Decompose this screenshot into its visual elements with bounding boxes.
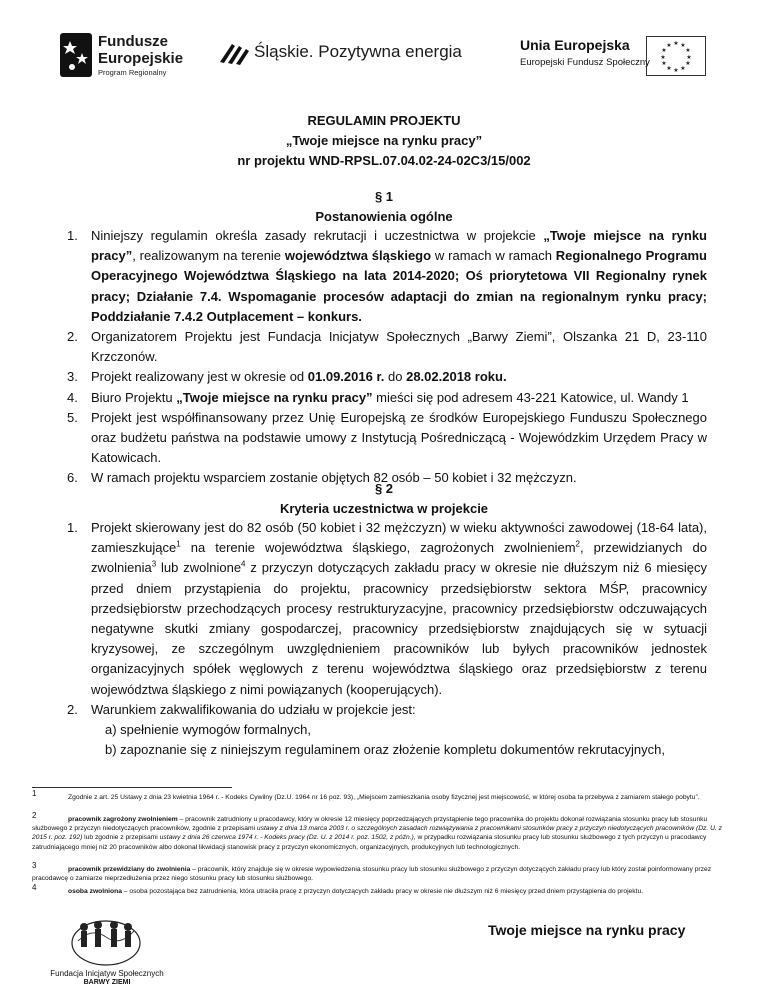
s2-subheading: Kryteria uczestnictwa w projekcie [279,501,489,516]
footnote-1: $^1$ Zgodnie z art. 25 Ustawy z dnia 23 kwietnia 1964 r. - Kodeks Cywilny (Dz.U. 1964 nr 16 poz. 93), „Miejscem zamieszkania osoby fizycznej jest miejscowość, w której osoba ta przebywa z zamiarem stałego pobytu”. [32,788,700,801]
s1-list [67,226,707,489]
s2-heading: § 2 [374,481,394,496]
list-item: 1. Niniejszy regulamin określa zasady rekrutacji i uczestnictwa w projekcie „Twoje miejsce na rynku pracy”, realizowanym na terenie województwa śląskiego w ramach w ramach Regionalnego Programu Operacyjnego Województwa Śląskiego na lata 2014-2020; Oś priorytetowa VII Regionalny rynek pracy; Działanie 7.4. Wspomaganie procesów adaptacji do zmian na regionalnym rynku pracy; Poddziałanie 7.4.2 Outplacement – konkurs. [67,228,707,324]
doc-title-line2: „Twoje miejsce na rynku pracy” [285,133,483,148]
ue-subtitle: Europejski Fundusz Społeczny [520,57,650,68]
footnote-2: $^2$ pracownik zagrożony zwolnieniem – pracownik zatrudniony u pracodawcy, który w okresie 12 miesięcy poprzedzających przystąpienie tego pracownika do projektu dokonał rozwiązania stosunku pracy lub stosunku służbowego z przyczyn niedotyczących pracowników, zgodnie z przepisami ustawy z dnia 13 marca 2003 r. o szczególnych zasadach rozwiązywania z pracownikami stosunków pracy z przyczyn niedotyczących pracowników (Dz. U. z 2015 r. poz. 192) lub zgodnie z przepisami ustawy z dnia 26 czerwca 1974 r. - Kodeks pracy (Dz. U. z 2014 r. poz. 1502, z późn.), w przypadku rozwiązania stosunku pracy lub stosunku służbowego z tych przyczyn u pracodawcy zatrudniającego mniej niż 20 pracowników albo dokonał likwidacji stanowisk pracy z przyczyn ekonomicznych, organizacyjnych, produkcyjnych lub technologicznych. [32,810,722,851]
list-item: 6. W ramach projektu wsparciem zostanie objętych 82 osób – 50 kobiet i 32 mężczyzn. [67,470,577,486]
slaskie-wings-icon [218,40,250,66]
list-item: 3. Projekt realizowany jest w okresie od 01.09.2016 r. do 28.02.2018 roku. [67,369,507,385]
doc-title-line3: nr projektu WND-RPSL.07.04.02-24-02C3/15/002 [237,153,531,168]
footnote-3: $^3$ pracownik przewidziany do zwolnienia – pracownik, który znajduje się w okresie wypowiedzenia stosunku pracy lub stosunku służbowego z przyczyn dotyczących zakładu pracy lub który został poinformowany przez pracodawcę o zamiarze nieprzedłużenia przez niego stosunku pracy lub stosunku służbowego. [32,860,712,883]
barwy-ziemi-logo [32,915,182,985]
svg-text:★: ★ [666,65,672,72]
ue-title: Unia Europejska [520,37,630,53]
svg-text:★: ★ [686,54,692,61]
svg-text:★: ★ [666,42,672,49]
fe-line1: Fundusze [98,33,168,50]
list-item: 1. Projekt skierowany jest do 82 osób (50 kobiet i 32 mężczyzn) w wieku aktywności zawodowej (18-64 lata), zamieszkujące$^1$ na terenie województwa śląskiego, zagrożonych zwolnieniem$^2$, przewidzianych do zwolnienia$^3$ lub zwolnione$^4$ z przyczyn dotyczących zakładu pracy w okresie nie dłuższym niż 6 miesięcy przed dniem przystąpienia do projektu, pracownicy przedsiębiorstw sektora MŚP, pracownicy przedsiębiorstw przechodzących procesy restrukturyzacyjne, pracownicy przedsiębiorstw odczuwających negatywne skutki zmiany gospodarczej, pracownicy przedsiębiorstw znajdujących się w sytuacji kryzysowej, ze szczególnym uwzględnieniem pracowników lub byłych pracowników jednostek organizacyjnych spółek węglowych z terenu województwa śląskiego oraz przedsiębiorstw z terenu województwa śląskiego z nimi powiązanych (kooperujących). [67,520,708,697]
footnote-divider [32,787,232,788]
s2-list [67,518,707,720]
fundusze-europejskie-logo [60,33,210,83]
slaskie-logo [218,40,478,70]
svg-text:★: ★ [673,67,679,74]
eu-flag-icon [646,36,706,76]
fe-line3: Program Regionalny [98,68,167,77]
s1-subheading: Postanowienia ogólne [315,209,453,224]
list-item: 2. Warunkiem zakwalifikowania do udziału w projekcie jest: [67,701,416,717]
footnote-4: $^4$ osoba zwolniona – osoba pozostająca bez zatrudnienia, która utraciła pracę z przyczyn dotyczących zakładu pracy w okresie nie dłuższym niż 6 miesięcy przed dniem przystąpienia do projektu. [32,882,644,895]
svg-text:★: ★ [685,47,691,54]
list-item: 4. Biuro Projektu „Twoje miejsce na rynku pracy” mieści się pod adresem 43-221 Katowice, ul. Wandy 1 [67,389,689,405]
fe-emblem-icon [60,33,92,77]
s2-sub-b: b) zapoznanie się z niniejszym regulaminem oraz złożenie kompletu dokumentów rekrutacyjnych, [105,742,665,757]
doc-title-line1: REGULAMIN PROJEKTU [307,113,461,128]
list-item: 5. Projekt jest współfinansowany przez Unię Europejską ze środków Europejskiego Funduszu Społecznego oraz budżetu państwa na podstawie umowy z Instytucją Pośredniczącą - Wojewódzkim Urzędem Pracy w Katowicach. [67,409,707,466]
svg-text:★: ★ [661,47,667,54]
list-item: 2. Organizatorem Projektu jest Fundacja Inicjatyw Społecznych „Barwy Ziemi”, Olszanka 21 D, 23-110 Krzczonów. [67,329,707,365]
slaskie-text: Śląskie. Pozytywna energia [254,42,462,61]
org-line2: BARWY ZIEMI [83,979,131,986]
org-line1: Fundacja Inicjatyw Społecznych [50,969,164,978]
svg-text:★: ★ [660,54,666,61]
svg-text:★: ★ [661,60,667,67]
globe-figures-icon [56,915,156,967]
fe-line2: Europejskie [98,50,184,67]
footer-project-title: Twoje miejsce na rynku pracy [488,922,686,938]
svg-text:★: ★ [685,60,691,67]
s1-heading: § 1 [374,189,394,204]
s2-sub-a: a) spełnienie wymogów formalnych, [105,722,311,737]
svg-text:★: ★ [680,65,686,72]
svg-text:★: ★ [673,40,679,47]
svg-text:★: ★ [680,42,686,49]
